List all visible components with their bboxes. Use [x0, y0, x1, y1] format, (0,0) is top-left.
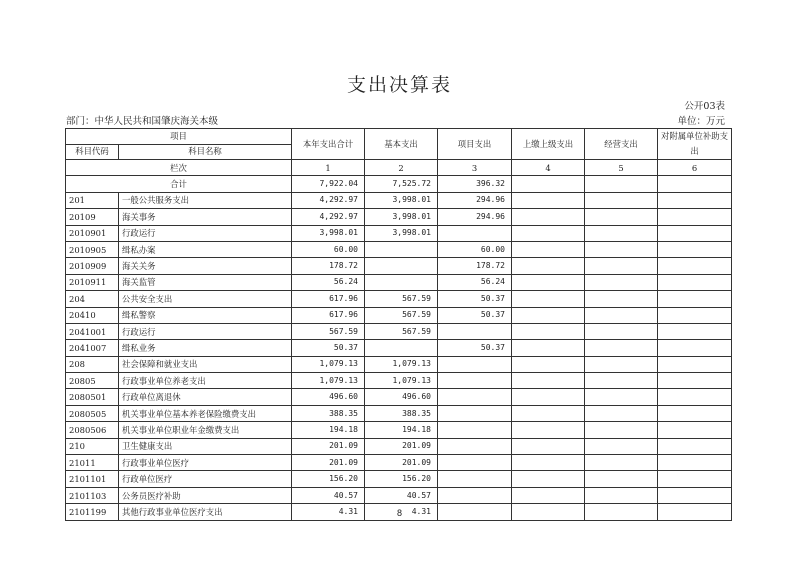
row-business — [585, 225, 658, 241]
row-basic — [365, 274, 438, 290]
header-business: 经营支出 — [585, 129, 658, 160]
row-code: 20805 — [66, 373, 119, 389]
row-name: 行政运行 — [119, 225, 292, 241]
row-project: 56.24 — [438, 274, 512, 290]
unit-label: 单位：万元 — [677, 116, 725, 127]
row-upper — [512, 487, 585, 503]
row-upper — [512, 209, 585, 225]
row-business — [585, 340, 658, 356]
sum-label: 合计 — [66, 176, 292, 192]
row-subsidy — [658, 487, 732, 503]
row-subsidy — [658, 225, 732, 241]
row-name: 行政事业单位养老支出 — [119, 373, 292, 389]
row-name: 缉私警察 — [119, 307, 292, 323]
row-upper — [512, 192, 585, 208]
row-total: 617.96 — [292, 307, 365, 323]
row-basic: 388.35 — [365, 405, 438, 421]
row-upper — [512, 274, 585, 290]
row-project — [438, 323, 512, 339]
table-row — [66, 291, 732, 307]
department-label: 部门：中华人民共和国肇庆海关本级 — [66, 116, 219, 127]
row-business — [585, 323, 658, 339]
row-total: 4.31 — [292, 504, 365, 520]
row-business — [585, 274, 658, 290]
row-total: 201.09 — [292, 438, 365, 454]
row-basic: 3,998.01 — [365, 209, 438, 225]
row-project: 50.37 — [438, 307, 512, 323]
row-code: 2080505 — [66, 405, 119, 421]
row-code: 2010905 — [66, 241, 119, 257]
row-upper — [512, 438, 585, 454]
row-business — [585, 471, 658, 487]
row-business — [585, 291, 658, 307]
header-upper: 上缴上级支出 — [512, 129, 585, 160]
row-project — [438, 487, 512, 503]
row-code: 2041001 — [66, 323, 119, 339]
row-project: 60.00 — [438, 241, 512, 257]
row-code: 204 — [66, 291, 119, 307]
row-total: 178.72 — [292, 258, 365, 274]
header-subsidy: 对附属单位补助支出 — [658, 129, 732, 160]
row-total: 617.96 — [292, 291, 365, 307]
row-total: 1,079.13 — [292, 356, 365, 372]
row-total: 201.09 — [292, 455, 365, 471]
row-name: 海关事务 — [119, 209, 292, 225]
page-number: 8 — [396, 508, 402, 518]
table-row — [66, 340, 732, 356]
table-row — [66, 307, 732, 323]
row-basic: 4.31 — [365, 504, 438, 520]
header-total: 本年支出合计 — [292, 129, 365, 160]
row-business — [585, 438, 658, 454]
row-project — [438, 438, 512, 454]
row-project: 294.96 — [438, 209, 512, 225]
row-name: 社会保障和就业支出 — [119, 356, 292, 372]
row-business — [585, 422, 658, 438]
row-upper — [512, 258, 585, 274]
row-basic: 567.59 — [365, 291, 438, 307]
row-project — [438, 389, 512, 405]
row-project — [438, 356, 512, 372]
row-total: 3,998.01 — [292, 225, 365, 241]
row-code: 2010901 — [66, 225, 119, 241]
col-index: 2 — [365, 160, 438, 176]
row-total: 1,079.13 — [292, 373, 365, 389]
table-row — [66, 389, 732, 405]
row-total: 56.24 — [292, 274, 365, 290]
table-row — [66, 241, 732, 257]
col-index: 6 — [658, 160, 732, 176]
col-index: 5 — [585, 160, 658, 176]
row-total: 4,292.97 — [292, 192, 365, 208]
row-subsidy — [658, 258, 732, 274]
row-business — [585, 209, 658, 225]
row-subsidy — [658, 373, 732, 389]
row-subsidy — [658, 307, 732, 323]
sum-basic: 7,525.72 — [365, 176, 438, 192]
row-upper — [512, 340, 585, 356]
row-business — [585, 258, 658, 274]
row-project: 294.96 — [438, 192, 512, 208]
row-code: 2101199 — [66, 504, 119, 520]
table-row — [66, 192, 732, 208]
row-name: 卫生健康支出 — [119, 438, 292, 454]
row-upper — [512, 307, 585, 323]
row-code: 2041007 — [66, 340, 119, 356]
row-project — [438, 225, 512, 241]
page-title: 支出决算表 — [346, 74, 452, 96]
row-total: 40.57 — [292, 487, 365, 503]
row-name: 机关事业单位职业年金缴费支出 — [119, 422, 292, 438]
row-total: 388.35 — [292, 405, 365, 421]
row-upper — [512, 389, 585, 405]
row-name: 公务员医疗补助 — [119, 487, 292, 503]
sum-row — [66, 176, 732, 192]
row-basic — [365, 258, 438, 274]
table-row — [66, 225, 732, 241]
row-name: 公共安全支出 — [119, 291, 292, 307]
row-code: 2010909 — [66, 258, 119, 274]
row-upper — [512, 241, 585, 257]
row-business — [585, 192, 658, 208]
row-upper — [512, 356, 585, 372]
row-name: 缉私业务 — [119, 340, 292, 356]
row-subsidy — [658, 209, 732, 225]
col-index: 4 — [512, 160, 585, 176]
row-code: 2010911 — [66, 274, 119, 290]
row-project: 50.37 — [438, 340, 512, 356]
row-total: 194.18 — [292, 422, 365, 438]
row-code: 201 — [66, 192, 119, 208]
table-row — [66, 422, 732, 438]
table-body — [66, 176, 732, 520]
row-upper — [512, 405, 585, 421]
row-subsidy — [658, 340, 732, 356]
row-upper — [512, 422, 585, 438]
table-row — [66, 405, 732, 421]
row-total: 50.37 — [292, 340, 365, 356]
row-subsidy — [658, 192, 732, 208]
row-basic: 3,998.01 — [365, 225, 438, 241]
row-project: 178.72 — [438, 258, 512, 274]
table-row — [66, 356, 732, 372]
row-basic: 194.18 — [365, 422, 438, 438]
row-total: 4,292.97 — [292, 209, 365, 225]
row-total: 496.60 — [292, 389, 365, 405]
row-code: 20410 — [66, 307, 119, 323]
row-name: 行政单位医疗 — [119, 471, 292, 487]
col-index: 1 — [292, 160, 365, 176]
row-upper — [512, 291, 585, 307]
row-subsidy — [658, 422, 732, 438]
row-basic: 1,079.13 — [365, 373, 438, 389]
table-row — [66, 487, 732, 503]
row-project — [438, 471, 512, 487]
table-row — [66, 323, 732, 339]
row-business — [585, 373, 658, 389]
row-subsidy — [658, 471, 732, 487]
row-name: 一般公共服务支出 — [119, 192, 292, 208]
row-business — [585, 356, 658, 372]
sum-total: 7,922.04 — [292, 176, 365, 192]
table-row — [66, 209, 732, 225]
row-subsidy — [658, 356, 732, 372]
row-subsidy — [658, 389, 732, 405]
row-subsidy — [658, 438, 732, 454]
row-subsidy — [658, 323, 732, 339]
row-code: 210 — [66, 438, 119, 454]
row-subsidy — [658, 241, 732, 257]
row-name: 机关事业单位基本养老保险缴费支出 — [119, 405, 292, 421]
table-row — [66, 274, 732, 290]
row-project — [438, 405, 512, 421]
sum-upper — [512, 176, 585, 192]
row-name: 海关关务 — [119, 258, 292, 274]
row-name: 行政事业单位医疗 — [119, 455, 292, 471]
row-code: 2101101 — [66, 471, 119, 487]
row-subsidy — [658, 274, 732, 290]
row-business — [585, 487, 658, 503]
row-upper — [512, 323, 585, 339]
row-basic: 201.09 — [365, 438, 438, 454]
header-name: 科目名称 — [119, 144, 292, 160]
row-project — [438, 422, 512, 438]
row-basic — [365, 340, 438, 356]
row-basic: 567.59 — [365, 323, 438, 339]
row-code: 21011 — [66, 455, 119, 471]
sum-subsidy — [658, 176, 732, 192]
row-subsidy — [658, 405, 732, 421]
col-index: 3 — [438, 160, 512, 176]
row-project — [438, 373, 512, 389]
expenditure-table — [65, 128, 732, 521]
row-total: 567.59 — [292, 323, 365, 339]
row-business — [585, 241, 658, 257]
row-basic: 496.60 — [365, 389, 438, 405]
row-business — [585, 307, 658, 323]
row-upper — [512, 455, 585, 471]
row-name: 行政运行 — [119, 323, 292, 339]
row-basic: 3,998.01 — [365, 192, 438, 208]
row-name: 行政单位离退休 — [119, 389, 292, 405]
table-row — [66, 471, 732, 487]
table-row — [66, 373, 732, 389]
row-code: 20109 — [66, 209, 119, 225]
row-upper — [512, 471, 585, 487]
row-subsidy — [658, 291, 732, 307]
row-basic: 40.57 — [365, 487, 438, 503]
row-code: 2080501 — [66, 389, 119, 405]
row-total: 156.20 — [292, 471, 365, 487]
sum-project: 396.32 — [438, 176, 512, 192]
row-name: 海关监管 — [119, 274, 292, 290]
row-basic: 567.59 — [365, 307, 438, 323]
sum-business — [585, 176, 658, 192]
row-business — [585, 405, 658, 421]
row-subsidy — [658, 455, 732, 471]
header-item: 项目 — [66, 129, 292, 145]
row-basic: 156.20 — [365, 471, 438, 487]
row-project — [438, 455, 512, 471]
row-upper — [512, 225, 585, 241]
row-name: 缉私办案 — [119, 241, 292, 257]
header-basic: 基本支出 — [365, 129, 438, 160]
row-business — [585, 455, 658, 471]
header-code: 科目代码 — [66, 144, 119, 160]
header-project: 项目支出 — [438, 129, 512, 160]
row-total: 60.00 — [292, 241, 365, 257]
table-header — [66, 129, 732, 176]
row-upper — [512, 373, 585, 389]
header-row-index: 栏次 — [66, 160, 292, 176]
row-code: 2080506 — [66, 422, 119, 438]
row-name: 其他行政事业单位医疗支出 — [119, 504, 292, 520]
table-row — [66, 455, 732, 471]
row-code: 2101103 — [66, 487, 119, 503]
row-basic: 1,079.13 — [365, 356, 438, 372]
table-row — [66, 438, 732, 454]
form-code: 公开03表 — [684, 101, 725, 112]
row-basic — [365, 241, 438, 257]
row-business — [585, 389, 658, 405]
row-basic: 201.09 — [365, 455, 438, 471]
table-row — [66, 258, 732, 274]
row-project: 50.37 — [438, 291, 512, 307]
row-code: 208 — [66, 356, 119, 372]
